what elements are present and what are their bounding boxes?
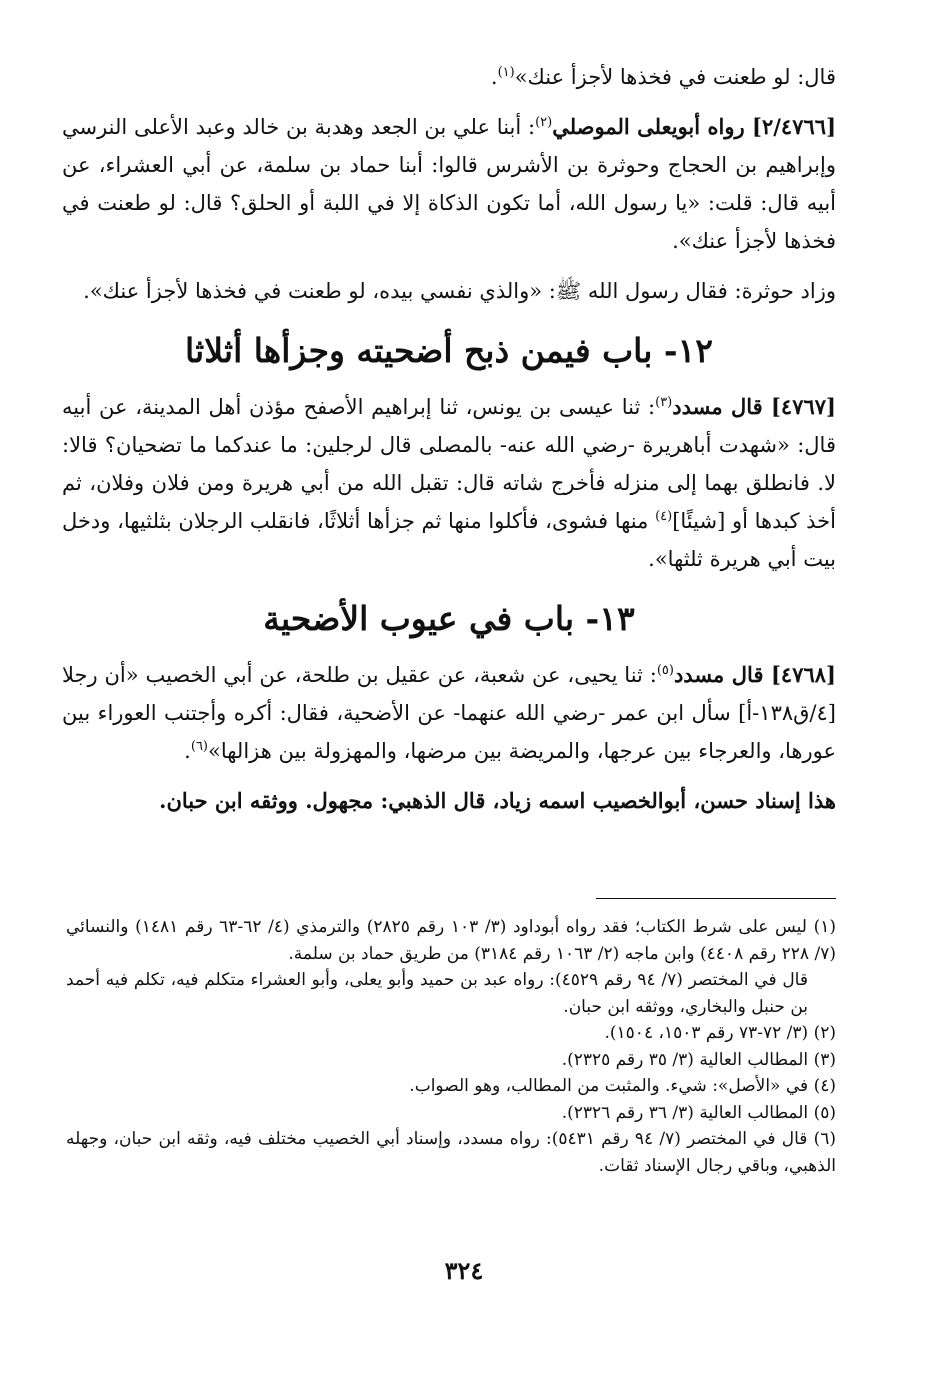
footnote-item xyxy=(66,1100,836,1127)
footnote-text: المطالب العالية (٣/ ٣٥ رقم ٢٣٢٥). xyxy=(561,1049,809,1070)
hadith-4768: [٤٧٦٨] قال مسدد$^{(٥)}$: ثنا يحيى، عن شعبة، عن عقيل بن طلحة، عن أبي الخصيب «أن رجلا [٤/ق١٣٨-أ] سأل ابن عمر -رضي الله عنهما- عن الأضحية، فقال: أكره وأجتنب العوراء بين عورها، والعرجاء بين عرجها، والمريضة بين مرضها، والمهزولة بين هزالها»$^{(٦)}$. xyxy=(62,662,836,763)
footnote-ref-4: (٤) xyxy=(655,509,673,524)
footnote-text: (٣/ ٧٢-٧٣ رقم ١٥٠٣، ١٥٠٤). xyxy=(604,1023,809,1043)
continuation-text: قال: لو طعنت في فخذها لأجزأ عنك» xyxy=(514,65,836,89)
hadith-4768-body: : ثنا يحيى، عن شعبة، عن عقيل بن طلحة، عن أبي الخصيب «أن رجلا [٤/ق١٣٨-أ] سأل ابن عمر -رضي الله عنهما- عن الأضحية، فقال: أكره وأجتنب العوراء بين عورها، والعرجاء بين عرجها، والمريضة بين مرضها، والمهزولة بين هزالها» xyxy=(62,663,836,763)
footnote-number: (١) xyxy=(813,917,836,937)
footnote-item xyxy=(66,1047,836,1074)
hadith-4766 xyxy=(62,108,836,260)
footnote-text: في «الأصل»: شيء. والمثبت من المطالب، وهو الصواب. xyxy=(409,1076,809,1096)
hadith-4767-ref: [٤٧٦٧] قال مسدد xyxy=(672,394,836,419)
footnote-number: (٥) xyxy=(813,1102,836,1123)
footnote-item xyxy=(66,967,836,1020)
hadith-4767-body-2: منها فشوى، فأكلوا منها ثم جزأها أثلاثًا، فانقلب الرجلان بثلثيها، ودخل بيت أبي هريرة ثلثها». xyxy=(62,509,836,571)
main-text xyxy=(62,58,836,820)
page-number: ٣٢٤ xyxy=(444,1256,484,1285)
footnote-number: (٢) xyxy=(813,1023,836,1043)
zada-paragraph: وزاد حوثرة: فقال رسول الله ﷺ: «والذي نفسي بيده، لو طعنت في فخذها لأجزأ عنك». xyxy=(83,279,836,303)
footnote-item xyxy=(66,1126,836,1179)
hadith-4767-body-1: : ثنا عيسى بن يونس، ثنا إبراهيم الأصفح مؤذن أهل المدينة، عن أبيه قال: «شهدت أباهريرة -رضي الله عنه- بالمصلى قال لرجلين: ما عندكما ما تضحيان؟ قالا: لا. فانطلق بهما إلى منزله فأخرج شاته قال: تقبل الله من أبي هريرة ومن فلان وفلان، ثم أخذ كبدها أو [شيئًا] xyxy=(62,395,836,533)
footnote-number: (٣) xyxy=(813,1049,836,1070)
hadith-4766-ref: [٢/٤٧٦٦] رواه أبويعلى الموصلي xyxy=(552,114,836,139)
footnote-item xyxy=(66,1020,836,1047)
footnote-number: (٦) xyxy=(813,1129,836,1149)
chapter-heading-13: ١٣- باب في عيوب الأضحية xyxy=(263,599,635,638)
paragraph-continuation: قال: لو طعنت في فخذها لأجزأ عنك»$^{(١)}$. xyxy=(490,65,836,89)
footnote-item xyxy=(66,1073,836,1100)
footnotes-section xyxy=(66,914,836,1179)
chapter-heading-12: ١٢- باب فيمن ذبح أضحيته وجزأها أثلاثا xyxy=(184,331,714,370)
footnote-divider xyxy=(596,898,836,899)
footnote-text: المطالب العالية (٣/ ٣٦ رقم ٢٣٢٦). xyxy=(561,1102,809,1123)
footnote-text: قال في المختصر (٧/ ٩٤ رقم ٥٤٣١): رواه مسدد، وإسناد أبي الخصيب مختلف فيه، وثقه ابن حبان، وجهله الذهبي، وباقي رجال الإسناد ثقات. xyxy=(66,1129,836,1176)
footnote-item xyxy=(66,914,836,967)
footnote-ref-3: (٣) xyxy=(655,395,673,410)
isnad-note: هذا إسناد حسن، أبوالخصيب اسمه زياد، قال الذهبي: مجهول. ووثقه ابن حبان. xyxy=(159,788,836,813)
hadith-4767 xyxy=(62,388,836,578)
footnote-number: (٤) xyxy=(813,1076,836,1096)
footnote-text: ليس على شرط الكتاب؛ فقد رواه أبوداود (٣/ ١٠٣ رقم ٢٨٢٥) والترمذي (٤/ ٦٢-٦٣ رقم ١٤٨١) والنسائي (٧/ ٢٢٨ رقم ٤٤٠٨) وابن ماجه (٢/ ١٠٦٣ رقم ٣١٨٤) من طريق حماد بن سلمة. xyxy=(66,917,836,964)
footnote-ref-6: (٦) xyxy=(190,739,208,754)
footnote-text: قال في المختصر (٧/ ٩٤ رقم ٤٥٢٩): رواه عبد بن حميد وأبو يعلى، وأبو العشراء متكلم فيه، تكلم فيه أحمد بن حنبل والبخاري، ووثقه ابن حبان. xyxy=(66,970,808,1017)
footnote-ref-5: (٥) xyxy=(656,663,674,678)
footnote-ref-1: (١) xyxy=(497,65,515,80)
hadith-4768-ref: [٤٧٦٨] قال مسدد xyxy=(673,662,836,687)
footnote-ref-2: (٢) xyxy=(535,115,553,130)
hadith-4766-body: : أبنا علي بن الجعد وهدبة بن خالد وعبد الأعلى النرسي وإبراهيم بن الحجاج وحوثرة بن الأشرس قالوا: أبنا حماد بن سلمة، عن أبي العشراء، عن أبيه قال: قلت: «يا رسول الله، أما تكون الذكاة إلا في اللبة أو الحلق؟ قال: لو طعنت في فخذها لأجزأ عنك». xyxy=(62,115,836,253)
